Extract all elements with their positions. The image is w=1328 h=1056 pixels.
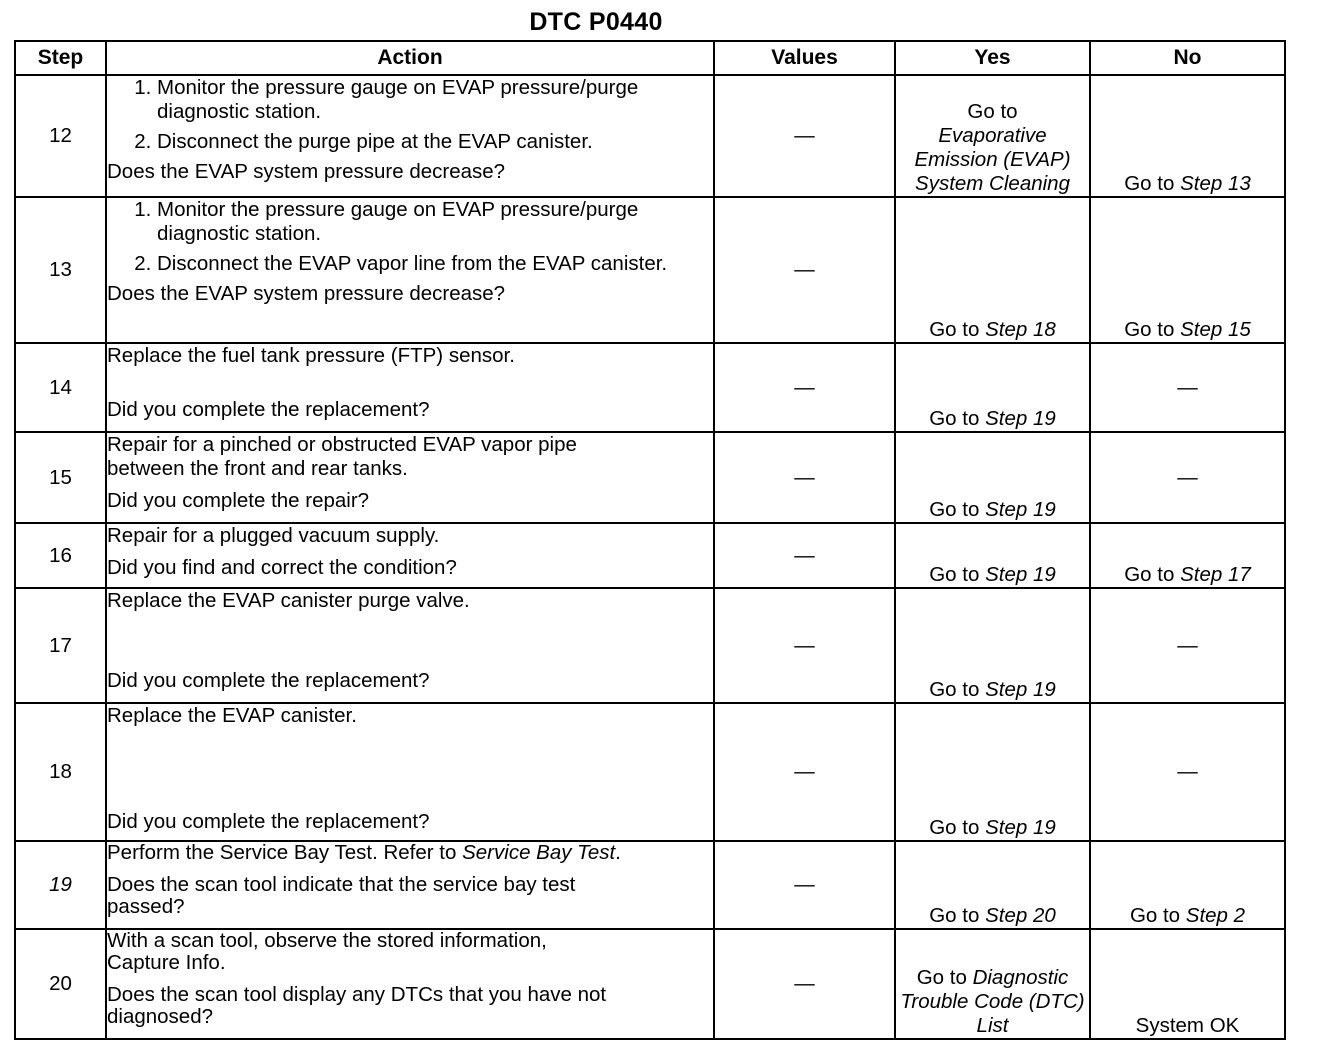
no-prefix: Go to <box>1124 318 1175 341</box>
action-cell <box>106 841 714 929</box>
no-cell <box>1090 523 1285 588</box>
header-yes: Yes <box>895 41 1090 75</box>
action-cell <box>106 197 714 343</box>
no-cell <box>1090 841 1285 929</box>
no-link[interactable]: Step 2 <box>1185 904 1246 927</box>
table-row <box>15 929 1285 1039</box>
no-link[interactable]: Step 15 <box>1180 318 1251 341</box>
no-cell: — <box>1090 343 1285 432</box>
values-cell: — <box>714 197 895 343</box>
action-question: Does the EVAP system pressure decrease? <box>107 282 506 305</box>
no-cell <box>1090 197 1285 343</box>
values-cell: — <box>714 75 895 197</box>
step-number: 15 <box>15 432 106 523</box>
yes-prefix: Go to <box>929 407 980 430</box>
header-action: Action <box>106 41 714 75</box>
no-cell: — <box>1090 588 1285 703</box>
page-title: DTC P0440 <box>529 8 663 36</box>
no-cell <box>1090 75 1285 197</box>
values-cell: — <box>714 588 895 703</box>
action-cell <box>106 588 714 703</box>
step-number: 20 <box>15 929 106 1039</box>
yes-link[interactable]: Step 19 <box>985 563 1056 586</box>
values-cell: — <box>714 432 895 523</box>
table-row <box>15 588 1285 703</box>
yes-cell <box>895 841 1090 929</box>
values-cell: — <box>714 929 895 1039</box>
action-list <box>107 198 713 276</box>
list-item: 2. Disconnect the EVAP vapor line from the EVAP canister. <box>157 252 713 276</box>
list-item: 2. Disconnect the purge pipe at the EVAP canister. <box>157 130 713 154</box>
no-link[interactable]: Step 13 <box>1180 172 1251 195</box>
yes-prefix: Go to <box>929 904 980 927</box>
action-question: Did you complete the repair? <box>107 489 370 512</box>
table-row <box>15 75 1285 197</box>
list-item: 1. Monitor the pressure gauge on EVAP pressure/purge diagnostic station. <box>157 76 713 124</box>
yes-prefix: Go to <box>967 100 1018 123</box>
yes-cell <box>895 588 1090 703</box>
yes-prefix: Go to <box>929 563 980 586</box>
header-no: No <box>1090 41 1285 75</box>
diagnostic-table <box>14 40 1286 1040</box>
no-cell: — <box>1090 703 1285 841</box>
action-instruction <box>107 842 713 864</box>
yes-link[interactable]: Step 19 <box>985 407 1056 430</box>
yes-link[interactable]: Step 18 <box>985 318 1056 341</box>
action-question: Does the scan tool indicate that the service bay test passed? <box>107 873 576 918</box>
header-row <box>15 41 1285 75</box>
yes-link[interactable]: Evaporative Emission (EVAP) System Cleaning <box>914 124 1071 195</box>
yes-prefix: Go to <box>929 498 980 521</box>
values-cell: — <box>714 841 895 929</box>
instruction-prefix: Perform the Service Bay Test. Refer to <box>107 841 457 864</box>
action-list <box>107 76 713 154</box>
service-bay-test-link[interactable]: Service Bay Test <box>462 841 616 864</box>
step-number: 19 <box>15 841 106 929</box>
action-question: Does the EVAP system pressure decrease? <box>107 160 506 183</box>
action-question: Did you complete the replacement? <box>107 669 430 692</box>
yes-prefix: Go to <box>929 318 980 341</box>
step-number: 13 <box>15 197 106 343</box>
action-instruction: Repair for a pinched or obstructed EVAP vapor pipe between the front and rear tanks. <box>107 433 577 480</box>
action-cell <box>106 523 714 588</box>
yes-prefix: Go to <box>929 678 980 701</box>
action-cell <box>106 343 714 432</box>
action-cell <box>106 432 714 523</box>
table-row <box>15 523 1285 588</box>
values-cell: — <box>714 343 895 432</box>
action-question: Did you find and correct the condition? <box>107 556 457 579</box>
action-question: Did you complete the replacement? <box>107 810 430 833</box>
yes-cell <box>895 432 1090 523</box>
header-values: Values <box>714 41 895 75</box>
yes-link[interactable]: Step 19 <box>985 816 1056 839</box>
yes-prefix: Go to <box>916 966 967 989</box>
action-instruction: Repair for a plugged vacuum supply. <box>107 524 440 547</box>
table-row <box>15 703 1285 841</box>
step-number: 16 <box>15 523 106 588</box>
yes-cell <box>895 523 1090 588</box>
no-cell: System OK <box>1090 929 1285 1039</box>
yes-link[interactable]: Step 20 <box>985 904 1056 927</box>
table-row <box>15 432 1285 523</box>
action-question: Did you complete the replacement? <box>107 398 430 421</box>
yes-link[interactable]: Diagnostic Trouble Code (DTC) List <box>900 966 1085 1037</box>
action-cell <box>106 75 714 197</box>
list-item: 1. Monitor the pressure gauge on EVAP pressure/purge diagnostic station. <box>157 198 713 246</box>
yes-cell <box>895 703 1090 841</box>
yes-cell <box>895 75 1090 197</box>
step-number: 12 <box>15 75 106 197</box>
no-prefix: Go to <box>1124 563 1175 586</box>
instruction-suffix: . <box>615 841 621 864</box>
values-cell: — <box>714 703 895 841</box>
no-link[interactable]: Step 17 <box>1180 563 1251 586</box>
yes-link[interactable]: Step 19 <box>985 498 1056 521</box>
values-cell: — <box>714 523 895 588</box>
header-step: Step <box>15 41 106 75</box>
action-instruction: With a scan tool, observe the stored information, Capture Info. <box>107 929 547 974</box>
action-question: Does the scan tool display any DTCs that you have not diagnosed? <box>107 983 607 1028</box>
yes-prefix: Go to <box>929 816 980 839</box>
yes-cell <box>895 197 1090 343</box>
action-instruction: Replace the EVAP canister. <box>107 704 357 727</box>
action-cell <box>106 929 714 1039</box>
no-prefix: Go to <box>1124 172 1175 195</box>
step-number: 17 <box>15 588 106 703</box>
table-row <box>15 197 1285 343</box>
action-instruction: Replace the fuel tank pressure (FTP) sensor. <box>107 344 515 367</box>
action-instruction: Replace the EVAP canister purge valve. <box>107 589 470 612</box>
yes-cell <box>895 929 1090 1039</box>
yes-link[interactable]: Step 19 <box>985 678 1056 701</box>
no-prefix: Go to <box>1129 904 1181 927</box>
yes-cell <box>895 343 1090 432</box>
no-cell: — <box>1090 432 1285 523</box>
table-row <box>15 841 1285 929</box>
action-cell <box>106 703 714 841</box>
step-number: 14 <box>15 343 106 432</box>
table-row <box>15 343 1285 432</box>
step-number: 18 <box>15 703 106 841</box>
